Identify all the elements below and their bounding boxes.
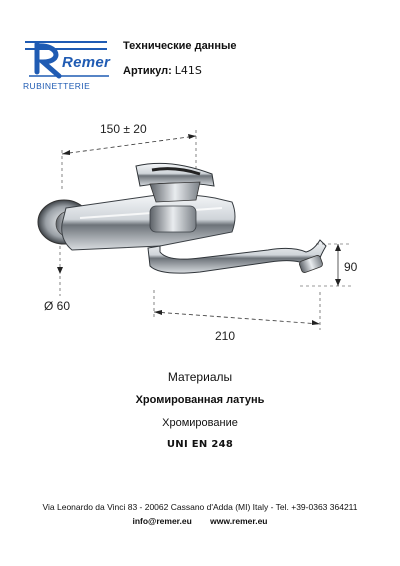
dimension-spout-text: 210 (215, 329, 236, 343)
faucet-drawing (0, 100, 400, 360)
standard-value: UNI EN 248 (166, 439, 234, 450)
footer-links (0, 516, 400, 526)
footer-address: Via Leonardo da Vinci 83 - 20062 Cassano d'Adda (MI) Italy - Tel. +39-0363 364211 (42, 502, 358, 512)
article-code: L41S (174, 64, 202, 77)
brand-subtitle: RUBINETTERIE (23, 81, 91, 91)
dimension-height-text: 90 (344, 260, 358, 274)
article-line (123, 64, 202, 77)
document-title: Технические данные (123, 40, 237, 52)
finish-value: Хромирование (162, 417, 238, 429)
dimension-diameter-text: Ø 60 (44, 299, 71, 313)
remer-logo (21, 38, 115, 94)
materials-heading: Материалы (167, 370, 233, 384)
faucet-body (62, 194, 235, 250)
article-label: Артикул: (123, 65, 172, 77)
email-link[interactable]: info@remer.eu (132, 516, 192, 526)
dimension-diameter (44, 246, 70, 313)
brand-name: Remer (62, 54, 111, 71)
material-value: Хромированная латунь (135, 394, 265, 406)
dimension-width-text: 150 ± 20 (100, 122, 147, 136)
spout (148, 240, 326, 273)
dimension-spout-length (154, 290, 320, 343)
website-link[interactable]: www.remer.eu (210, 516, 268, 526)
